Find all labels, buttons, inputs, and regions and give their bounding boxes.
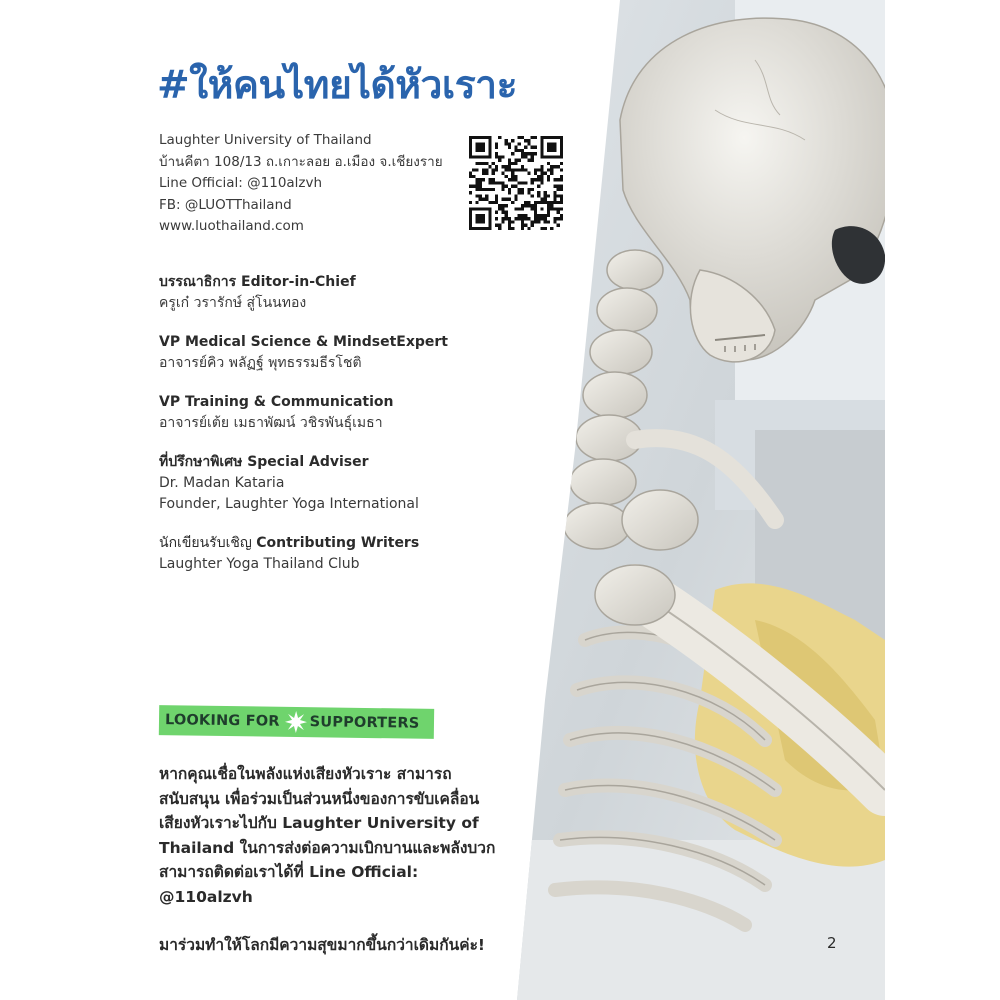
line-official[interactable]: Line Official: @110alzvh [159,175,323,191]
credit-contributing-writers [159,533,579,575]
supporter-appeal-paragraph [159,762,559,909]
credit-name: Laughter Yoga Thailand Club [159,556,360,572]
badge-label-right: SUPPORTERS [309,714,420,732]
address: บ้านคีตา 108/13 ถ.เกาะลอย อ.เมือง จ.เชียงราย [159,153,443,170]
credit-name: อาจารย์คิว พลัฏฐ์ พุทธรรมธีรโชติ [159,355,362,371]
credit-name: อาจารย์เต้ย เมธาพัฒน์ วชิรพันธุ์เมธา [159,415,383,431]
appeal-line: Thailand ในการส่งต่อความเบิกบานและพลังบวก [159,838,496,857]
credit-name: Founder, Laughter Yoga International [159,496,419,512]
starburst-icon [285,711,307,733]
credit-editor [159,272,579,314]
hashtag-title: #ให้คนไทยได้หัวเราะ [157,63,518,108]
organization-name: Laughter University of Thailand [159,132,372,148]
qr-code-graphic [469,136,563,230]
magazine-page [115,0,885,1000]
appeal-line: เสียงหัวเราะไปกับ Laughter University of [159,814,479,832]
appeal-line: หากคุณเชื่อในพลังแห่งเสียงหัวเราะ สามารถ [159,765,452,783]
credit-name: Dr. Madan Kataria [159,475,285,491]
credit-special-adviser [159,452,579,515]
badge-label-left: LOOKING FOR [164,712,280,730]
closing-line: มาร่วมทำให้โลกมีความสุขมากขึ้นกว่าเดิมกันค่ะ! [159,936,485,954]
credits-list [159,272,579,593]
credit-role [159,533,579,554]
contact-block [159,130,443,238]
credit-role: บรรณาธิการ Editor-in-Chief [159,274,356,290]
qr-code-icon[interactable] [469,136,563,230]
credit-vp-training [159,392,579,434]
credit-vp-medical [159,332,579,374]
looking-for-supporters-badge [159,705,434,739]
facebook-handle[interactable]: FB: @LUOTThailand [159,196,292,213]
website-link[interactable]: www.luothailand.com [159,218,304,234]
credit-role: VP Training & Communication [159,394,394,410]
credit-role-text: Contributing Writers [256,535,420,551]
credit-name: ครูเก๋ วรารักษ์ สู่โนนทอง [159,295,307,311]
appeal-line: สนับสนุน เพื่อร่วมเป็นส่วนหนึ่งของการขับเคลื่อน [159,789,480,808]
appeal-line: สามารถติดต่อเราได้ที่ Line Official: [159,863,419,881]
page-number: 2 [827,934,837,952]
credit-role: VP Medical Science & MindsetExpert [159,334,448,350]
appeal-line: @110alzvh [159,887,253,906]
credit-role: ที่ปรึกษาพิเศษ Special Adviser [159,454,369,470]
credit-role-prefix: นักเขียนรับเชิญ [159,535,257,551]
